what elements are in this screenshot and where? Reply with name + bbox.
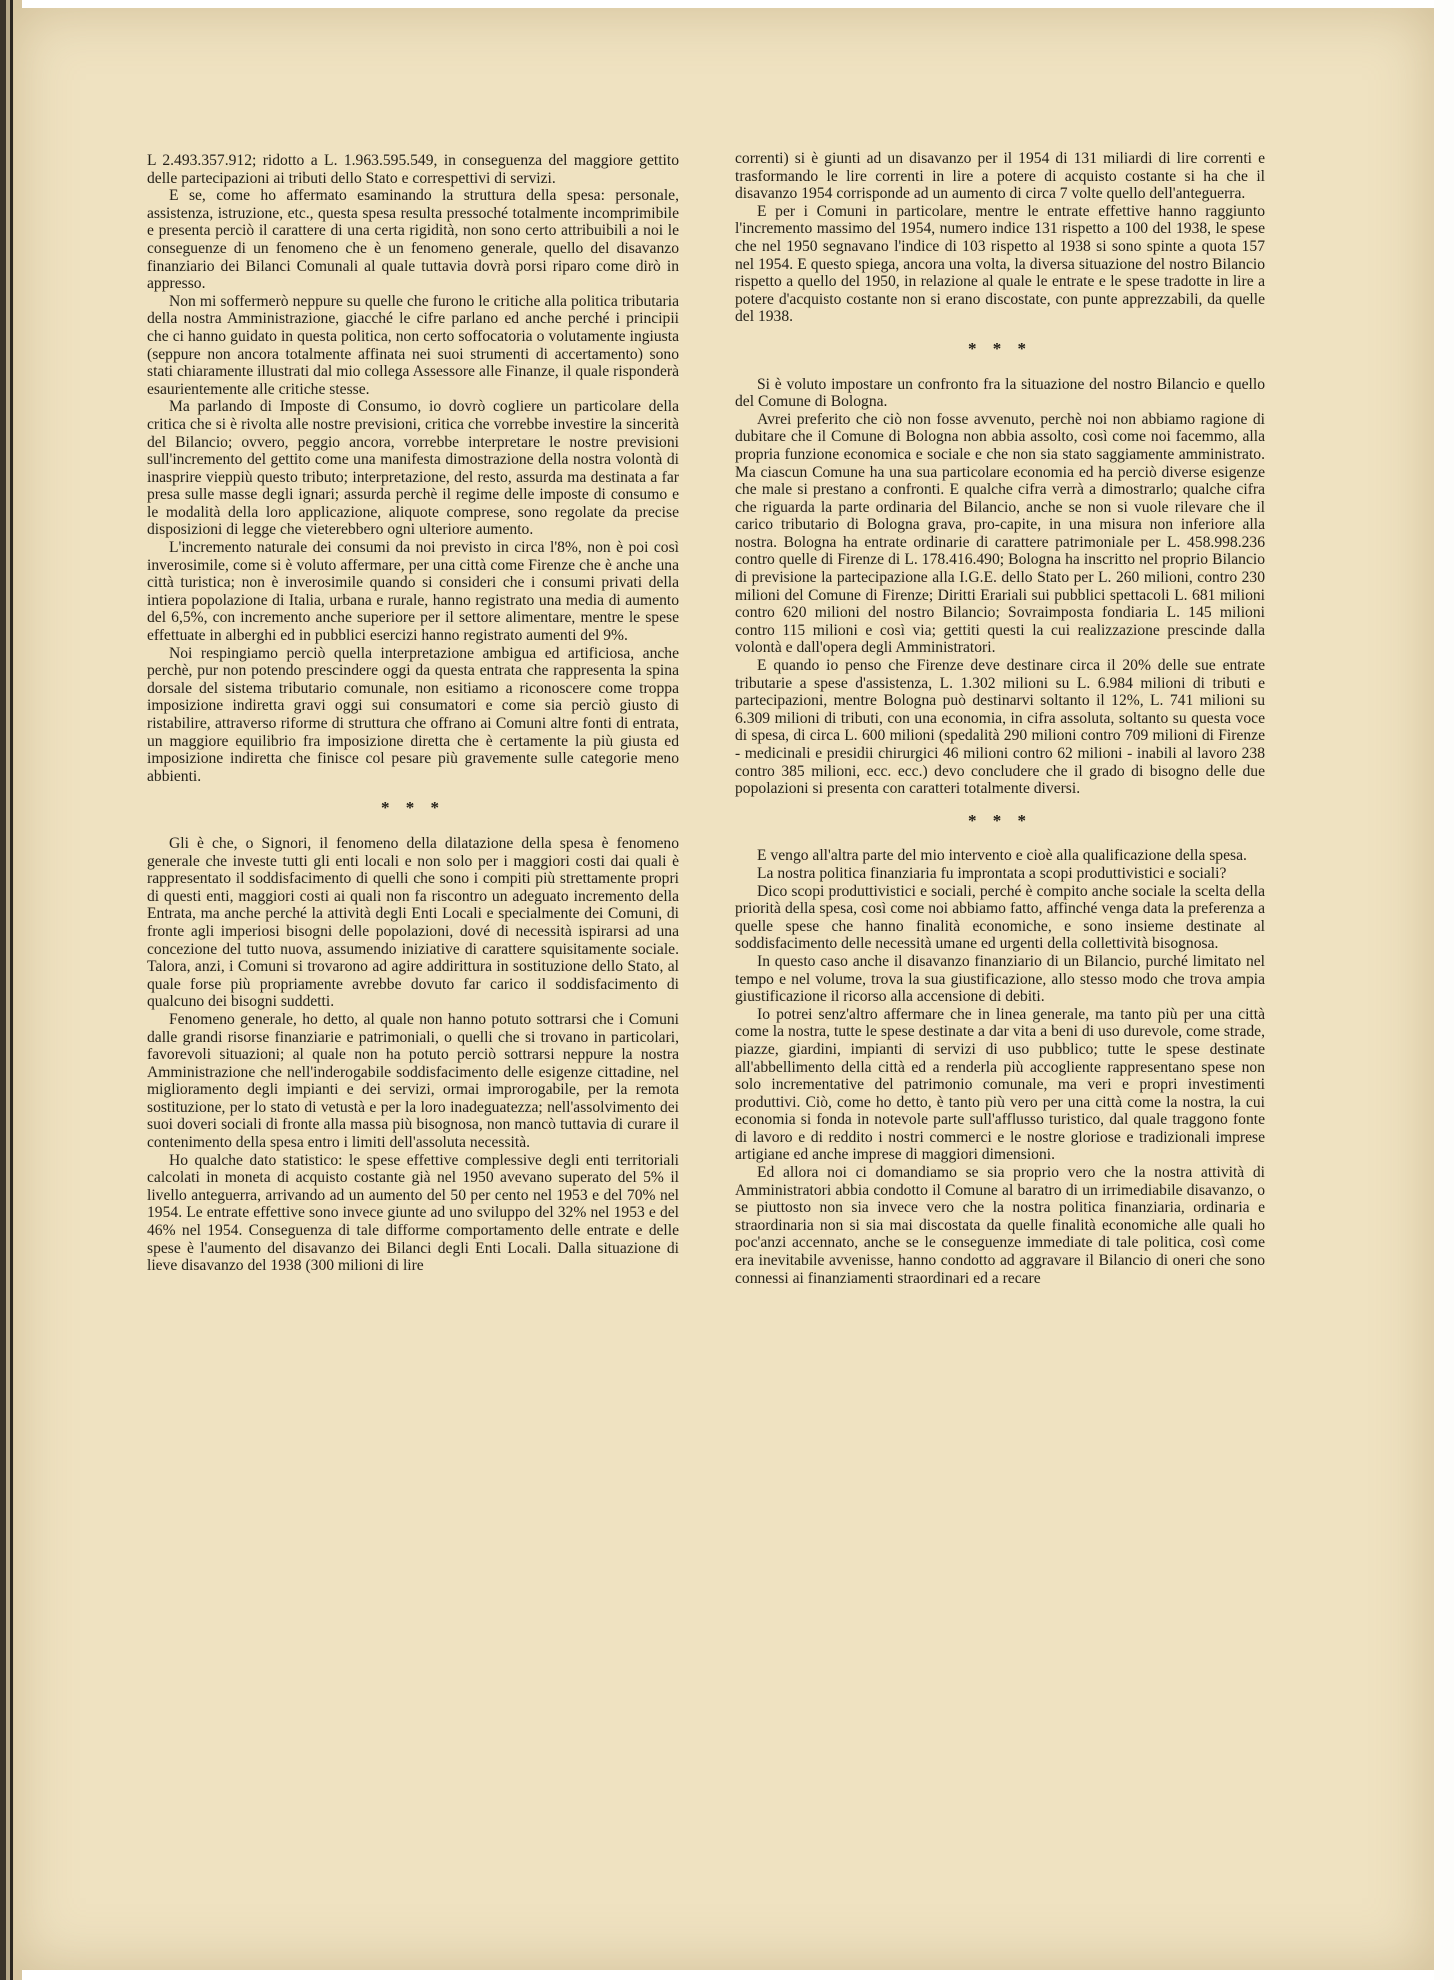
paragraph: Dico scopi produttivistici e sociali, perché è compito anche sociale la scelta della priorità della spesa, così come noi abbiamo fatto, affinché venga data la preferenza a quelle spese che hanno finalità economiche, e sono insieme destinate al soddisfacimento delle necessità umane ed urgenti della collettività bisognosa. bbox=[735, 882, 1265, 953]
section-separator: * * * bbox=[968, 338, 1032, 358]
paragraph: Ed allora noi ci domandiamo se sia proprio vero che la nostra attività di Amministratori abbia condotto il Comune al baratro di un irrimediabile disavanzo, o se piuttosto non sia invece vero che la nostra politica finanziaria, ordinaria e straordinaria non si sia mai discostata da quelle finalità economiche alle quali ho poc'anzi accennato, anche se le conseguenze immediate di tale politica, così come era inevitabile avvenisse, hanno condotto ad aggravare il Bilancio di oneri che sono connessi ai finanziamenti straordinari ed a recare bbox=[735, 1164, 1265, 1287]
section-separator: * * * bbox=[968, 810, 1032, 830]
paragraph: Si è voluto impostare un confronto fra la situazione del nostro Bilancio e quello del Comune di Bologna. bbox=[735, 375, 1265, 411]
paragraph: Non mi soffermerò neppure su quelle che furono le critiche alla politica tributaria della nostra Amministrazione, giacché le cifre parlano ed anche perché i principii che ci hanno guidato in questa politica, non certo soffocatoria o volutamente ingiusta (seppure non ancora totalmente affinata nei suoi strumenti di accertamento) sono stati chiaramente illustrati dal mio collega Assessore alle Finanze, il quale risponderà esaurientemente alle critiche stesse. bbox=[147, 292, 679, 398]
paragraph: Ho qualche dato statistico: le spese effettive complessive degli enti territoriali calcolati in moneta di acquisto costante già nel 1950 avevano superato del 5% il livello anteguerra, arrivando ad un aumento del 50 per cento nel 1953 e del 70% nel 1954. Le entrate effettive sono invece giunte ad uno sviluppo del 32% nel 1953 e del 46% nel 1954. Conseguenza di tale difforme comportamento delle entrate e delle spese è l'aumento del disavanzo dei Bilanci degli Enti Locali. Dalla situazione di lieve disavanzo del 1938 (300 milioni di lire bbox=[147, 1151, 679, 1275]
paragraph: L 2.493.357.912; ridotto a L. 1.963.595.549, in conseguenza del maggiore gettito delle partecipazioni ai tributi dello Stato e correspettivi di servizi. bbox=[147, 152, 679, 187]
paragraph: E quando io penso che Firenze deve destinare circa il 20% delle sue entrate tributarie a spese d'assistenza, L. 1.302 milioni su L. 6.984 milioni di tributi e partecipazioni, mentre Bologna può destinarvi soltanto il 12%, L. 741 milioni su 6.309 milioni di tributi, con una economia, in cifra assoluta, soltanto su questa voce di spesa, di circa L. 600 milioni (spedalità 290 milioni contro 709 milioni di Firenze - medicinali e presidii chirurgici 46 milioni contro 62 milioni - inabili al lavoro 238 contro 385 milioni, ecc. ecc.) devo concludere che il grado di bisogno delle due popolazioni si presenta con caratteri totalmente diversi. bbox=[735, 657, 1265, 798]
paragraph: correnti) si è giunti ad un disavanzo per il 1954 di 131 miliardi di lire correnti e trasformando le lire correnti in lire a potere di acquisto costante si ha che il disavanzo 1954 corrisponde ad un aumento di circa 7 volte quello dell'anteguerra. bbox=[735, 150, 1265, 203]
paragraph: Io potrei senz'altro affermare che in linea generale, ma tanto più per una città come la nostra, tutte le spese destinate a dar vita a beni di uso durevole, come strade, piazze, giardini, impianti di servizi di uso pubblico; tutte le spese destinate all'abbellimento della città ed a renderla più accogliente rappresentano spese non solo incrementative del patrimonio comunale, ma veri e propri investimenti produttivi. Ciò, come ho detto, è tanto più vero per una città come la nostra, la cui economia si fonda in notevole parte sull'afflusso turistico, dal quale traggono fonte di lavoro e di reddito i nostri commerci e le nostre gloriose e tradizionali imprese artigiane ed anche imprese di maggiori dimensioni. bbox=[735, 1005, 1265, 1164]
paragraph: Avrei preferito che ciò non fosse avvenuto, perchè noi non abbiamo ragione di dubitare che il Comune di Bologna non abbia assolto, così come noi facemmo, alla propria funzione economica e sociale e che non sia stato saggiamente amministrato. Ma ciascun Comune ha una sua particolare economia ed ha perciò diverse esigenze che male si prestano a confronti. E qualche cifra verrà a dimostrarlo; qualche cifra che riguarda la parte ordinaria del Bilancio, anche se non si vuole rilevare che il carico tributario di Bologna grava, pro-capite, in una misura non inferiore alla nostra. Bologna ha entrate ordinarie di carattere patrimoniale per L. 458.998.236 contro quelle di Firenze di L. 178.416.490; Bologna ha inscritto nel proprio Bilancio di previsione la partecipazione alla I.G.E. dello Stato per L. 260 milioni, contro 230 milioni del Comune di Firenze; Diritti Erariali sui pubblici spettacoli L. 681 milioni contro 620 milioni del nostro Bilancio; Sovraimposta fondiaria L. 145 milioni contro 115 milioni e così via; gettiti questi la cui realizzazione prescinde dalla volontà e dall'opera degli Amministratori. bbox=[735, 410, 1265, 657]
paragraph: Noi respingiamo perciò quella interpretazione ambigua ed artificiosa, anche perchè, pur non potendo prescindere oggi da questa entrata che rappresenta la spina dorsale del sistema tributario comunale, non esitiamo a riconoscere come troppa imposizione indiretta gravi oggi sui consumatori e come sia perciò giusto di ristabilire, attraverso riforme di struttura che offrano ai Comuni altre fonti di entrata, un maggiore equilibrio fra imposizione diretta che è certamente la più giusta ed imposizione indiretta che finisce col pesare più gravemente sulle categorie meno abbienti. bbox=[147, 644, 679, 785]
paragraph: Fenomeno generale, ho detto, al quale non hanno potuto sottrarsi che i Comuni dalle grandi risorse finanziarie e patrimoniali, o quelli che si trovano in particolari, favorevoli situazioni; al quale non ha potuto perciò sottrarsi neppure la nostra Amministrazione che nell'inderogabile soddisfacimento delle esigenze cittadine, nel miglioramento degli impianti e dei servizi, ormai improrogabile, per la remota sostituzione, per lo stato di vetustà e per la loro inadeguatezza; nell'assolvimento dei suoi doveri sociali di fronte alla massa più bisognosa, non mancò tuttavia di curare il contenimento della spesa entro i limiti dell'assoluta necessità. bbox=[147, 1010, 679, 1152]
left-column bbox=[147, 152, 679, 1275]
scan-margin bbox=[1434, 0, 1454, 1980]
paragraph: L'incremento naturale dei consumi da noi previsto in circa l'8%, non è poi così inverosimile, come si è voluto affermare, per una città come Firenze che è anche una città turistica; non è inverosimile quando si consideri che i consumi privati della intiera popolazione di Italia, urbana e rurale, hanno registrato una media di aumento del 6,5%, con incremento anche superiore per il settore alimentare, mentre le spese effettuate in alberghi ed in pubblici esercizi hanno registrato aumenti del 9%. bbox=[147, 539, 679, 645]
paragraph: Ma parlando di Imposte di Consumo, io dovrò cogliere un particolare della critica che si è rivolta alle nostre previsioni, critica che vorrebbe investire la sincerità del Bilancio; ovvero, peggio ancora, vorrebbe interpretare le nostre previsioni sull'incremento del gettito come una manifesta dimostrazione della nostra volontà di inasprire vieppiù questo tributo; interpretazione, del resto, assurda ma destinata a far presa sulle masse degli ignari; assurda perchè il regime delle imposte di consumo e le modalità della loro applicazione, aliquote comprese, sono regolate da precise disposizioni di legge che vieterebbero ogni ulteriore aumento. bbox=[147, 398, 679, 539]
paragraph: Gli è che, o Signori, il fenomeno della dilatazione della spesa è fenomeno generale che investe tutti gli enti locali e non solo per i maggiori costi dai quali è rappresentato il soddisfacimento di quelli che sono i compiti più strettamente propri di questi enti, maggiori costi ai quali non fa riscontro un adeguato incremento della Entrata, ma anche perché la attività degli Enti Locali e specialmente dei Comuni, di fronte agli imperiosi bisogni delle popolazioni, dové di necessità ispirarsi ad una concezione del tutto nuova, assumendo iniziative di carattere squisitamente sociale. Talora, anzi, i Comuni si trovarono ad agire addirittura in sostituzione dello Stato, al quale forse più propriamente avrebbe dovuto far carico il soddisfacimento di qualcuno dei bisogni suddetti. bbox=[147, 834, 679, 1011]
paragraph: E per i Comuni in particolare, mentre le entrate effettive hanno raggiunto l'incremento massimo del 1954, numero indice 131 rispetto a 100 del 1938, le spese che nel 1950 segnavano l'indice di 103 rispetto al 1938 si sono spinte a quota 157 nel 1954. E questo spiega, ancora una volta, la diversa situazione del nostro Bilancio rispetto a quello del 1950, in relazione al quale le entrate e le spese tradotte in lire a potere d'acquisto costante non si erano discostate, con punte apprezzabili, da quelle del 1938. bbox=[735, 202, 1265, 326]
paragraph: E se, come ho affermato esaminando la struttura della spesa: personale, assistenza, istruzione, etc., questa spesa resulta pressoché totalmente incomprimibile e presenta perciò il carattere di una certa rigidità, non sono certo attribuibili a noi le conseguenze di un fenomeno che è un fenomeno generale, quello del disavanzo finanziario dei Bilanci Comunali al quale tuttavia dovrà porsi riparo come dirò in appresso. bbox=[147, 187, 679, 293]
paragraph: E vengo all'altra parte del mio intervento e cioè alla qualificazione della spesa. bbox=[757, 847, 1247, 865]
right-column bbox=[735, 150, 1265, 1287]
paragraph: In questo caso anche il disavanzo finanziario di un Bilancio, purché limitato nel tempo e nel volume, trova la sua giustificazione, allo stesso modo che trova ampia giustificazione il ricorso alla accensione di debiti. bbox=[735, 952, 1265, 1006]
paragraph: La nostra politica finanziaria fu improntata a scopi produttivistici e sociali? bbox=[757, 864, 1227, 882]
section-separator: * * * bbox=[381, 798, 445, 818]
